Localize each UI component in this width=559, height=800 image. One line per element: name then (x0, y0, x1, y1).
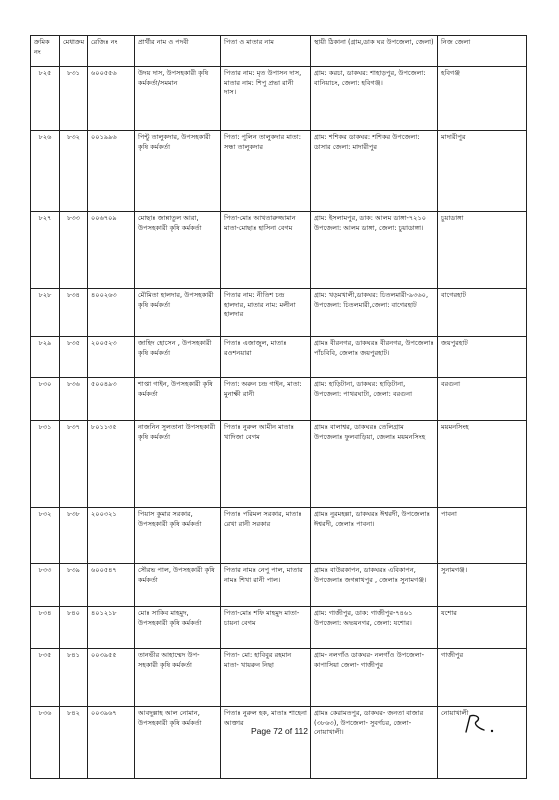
table-row (31, 337, 527, 378)
merit-cell: ৮৪২ (60, 707, 88, 779)
merit-cell: ৮৩৬ (60, 378, 88, 421)
merit-cell: ৮৪০ (60, 607, 88, 649)
reg-cell: ৪০১২১৮ (88, 607, 135, 649)
parents-cell: পিতার নামঃ নেপু পাল, মাতার নামঃ শিখা রানী পাল। (221, 564, 311, 607)
merit-cell: ৮৩৫ (60, 337, 88, 378)
table-row (31, 564, 527, 607)
serial-cell: ৮২৮ (31, 289, 60, 337)
parents-cell: পিতা-মোঃ শফি মাহমুদ মাতা-চায়না বেগম (221, 607, 311, 649)
table-header-row (31, 36, 527, 67)
table-row (31, 707, 527, 779)
candidate-table (30, 35, 527, 779)
reg-cell: ২০০৩২১ (88, 508, 135, 564)
table-row (31, 421, 527, 508)
signature-mark (462, 712, 498, 736)
parents-cell: পিতা-মোঃ আখতারুজ্জামান মাতা-মোছাঃ হাসিনা বেগম (221, 212, 311, 289)
table-row (31, 649, 527, 707)
address-cell: গ্রামঃ বীরনগর, ডাকঘরঃ বীরনগর, উপজেলাঃ পাঁচবিবি, জেলাঃ জয়পুরহাট। (311, 337, 438, 378)
name-cell: নাজনিন সুলতানা উপসহকারী কৃষি কর্মকর্তা (135, 421, 221, 508)
serial-cell: ৮৩৬ (31, 707, 60, 779)
merit-cell: ৮৩৪ (60, 289, 88, 337)
parents-cell: পিতার নাম: মৃত উপাসন দাস, মাতার নাম: শিপু প্রভা রানী দাস। (221, 67, 311, 131)
address-cell: গ্রাম: করচা, ডাকঘর: শাহাড়পুর, উপজেলা: বানিয়াচং, জেলা: হবিগঞ্জ। (311, 67, 438, 131)
name-cell: পিন্টু তালুকদার, উপসহকারী কৃষি কর্মকর্তা (135, 131, 221, 212)
header-name: প্রার্থীর নাম ও পদবী (135, 36, 221, 67)
name-cell: পিয়াস কুমার সরকার, উপসহকারী কৃষি কর্মকর্তা (135, 508, 221, 564)
merit-cell: ৮৩১ (60, 67, 88, 131)
parents-cell: পিতার নাম: নীতিশ চন্দ্র হালদার, মাতার নাম: মলীনা হালদার (221, 289, 311, 337)
address-cell: গ্রাম: শশিকর ডাকঘর: শশিকর উপজেলা: ডাসার জেলা: মাদারীপুর (311, 131, 438, 212)
parents-cell: পিতা- মো: হাবিবুর রহমান মাতা- খায়রুন নিছা (221, 649, 311, 707)
address-cell: গ্রাম: গাজীপুর, ডাক: গাজীপুর-৭৪৬১ উপজেলা: অভয়নগর, জেলা: যশোর। (311, 607, 438, 649)
reg-cell: ৫০০৪৯৩ (88, 378, 135, 421)
district-cell: চুয়াডাঙ্গা (438, 212, 527, 289)
district-cell: মাদারীপুর (438, 131, 527, 212)
serial-cell: ৮২৭ (31, 212, 60, 289)
serial-cell: ৮৩০ (31, 378, 60, 421)
serial-cell: ৮৩৫ (31, 649, 60, 707)
merit-cell: ৮৩৯ (60, 564, 88, 607)
name-cell: শাপ্তা গাইন, উপসহকারী কৃষি কর্মকর্তা (135, 378, 221, 421)
name-cell: উদয় দাস, উপসহকারী কৃষি কর্মকর্তা/সমমান (135, 67, 221, 131)
reg-cell: ০০৬৭০৯ (88, 212, 135, 289)
parents-cell: পিতা: পুলিন তালুকদার মাতা: সন্ধা তালুকদার (221, 131, 311, 212)
merit-cell: ৮৪১ (60, 649, 88, 707)
district-cell: হবিগঞ্জ (438, 67, 527, 131)
name-cell: তানভীর আহাম্মেদ উপ-সহকারী কৃষি কর্মকর্তা (135, 649, 221, 707)
header-district: নিজ জেলা (438, 36, 527, 67)
district-cell: জয়পুরহাট (438, 337, 527, 378)
name-cell: মোছাঃ জান্নাতুল আরা, উপসহকারী কৃষি কর্মকর্তা (135, 212, 221, 289)
serial-cell: ৮৩২ (31, 508, 60, 564)
district-cell: ময়মনসিংহ (438, 421, 527, 508)
table-row (31, 289, 527, 337)
address-cell: গ্রামঃ নুরমহল্লা, ডাকঘরঃ ঈশ্বরদী, উপজেলাঃ ঈশ্বরদী, জেলাঃ পাবনা। (311, 508, 438, 564)
reg-cell: ৮০১১৩৫ (88, 421, 135, 508)
page-footer: Page 72 of 112 (250, 726, 309, 736)
district-cell: যশোর (438, 607, 527, 649)
table-row (31, 508, 527, 564)
merit-cell: ৮৩৩ (60, 212, 88, 289)
parents-cell: পিতাঃ পরিমল সরকার, মাতাঃ রেখা রানী সরকার (221, 508, 311, 564)
header-merit: মেধাক্রম (60, 36, 88, 67)
parents-cell: পিতাঃ এজাজুল, মাতাঃ রওশনয়ারা (221, 337, 311, 378)
district-cell: নোয়াখালী (438, 707, 527, 779)
serial-cell: ৮২৫ (31, 67, 60, 131)
district-cell: বাগেরহাট (438, 289, 527, 337)
district-cell: বরগুনা (438, 378, 527, 421)
name-cell: জাহিদ হোসেন , উপসহকারী কৃষি কর্মকর্তা (135, 337, 221, 378)
table-row (31, 607, 527, 649)
serial-cell: ৮৩১ (31, 421, 60, 508)
merit-cell: ৮৩৭ (60, 421, 88, 508)
table-row (31, 67, 527, 131)
reg-cell: ৪০০২৬৩ (88, 289, 135, 337)
header-reg: রেজিঃ নং (88, 36, 135, 67)
name-cell: সৌরভ পাল, উপসহকারী কৃষি কর্মকর্তা (135, 564, 221, 607)
header-parents: পিতা ও মাতার নাম (221, 36, 311, 67)
name-cell: মোঃ সাকিব মাহমুদ, উপসহকারী কৃষি কর্মকর্তা (135, 607, 221, 649)
address-cell: গ্রাম: খড়মখালী,ডাকঘর: চিতলমারী-৯৩৬০, উপজেলা: চিতলমারী,জেলা: বাগেরহাট (311, 289, 438, 337)
merit-cell: ৮৩২ (60, 131, 88, 212)
reg-cell: ২০০৫২৩ (88, 337, 135, 378)
reg-cell: ৬০০৫৫৬ (88, 67, 135, 131)
address-cell: গ্রাম: হাড়িটানা, ডাকঘর: হাড়িটানা, উপজেলা: পাথরঘাটা, জেলা: বরগুনা (311, 378, 438, 421)
reg-cell: ০০৩৯৫৫ (88, 649, 135, 707)
table-row (31, 212, 527, 289)
district-cell: পাবনা (438, 508, 527, 564)
serial-cell: ৮৩৩ (31, 564, 60, 607)
address-cell: গ্রামঃ কেরামতপুর, ডাকঘর- জনতা বাজার (৩৮৬৩), উপজেলা- সুবর্ণচর, জেলা- নোয়াখালী। (311, 707, 438, 779)
serial-cell: ৮২৯ (31, 337, 60, 378)
name-cell: মৌমিতা হালদার, উপসহকারী কৃষি কর্মকর্তা (135, 289, 221, 337)
parents-cell: পিতাঃ নুরুল হক, মাতাঃ শাহেনা আক্তার (221, 707, 311, 779)
header-address: স্থায়ী ঠিকানা (গ্রাম,ডাক ঘর উপজেলা, জেলা) (311, 36, 438, 67)
merit-cell: ৮৩৮ (60, 508, 88, 564)
header-serial: ক্রমিক নং (31, 36, 60, 67)
table-row (31, 131, 527, 212)
address-cell: গ্রাম: ইসলামপুর, ডাক: আলম ডাঙ্গা-৭২১০ উপজেলা: আলম ডাঙ্গা, জেলা: চুয়াডাঙ্গা। (311, 212, 438, 289)
reg-cell: ০০৩৯৬৭ (88, 707, 135, 779)
address-cell: গ্রাম- নলগাঁও ডাকঘর- নলগাঁও উপজেলা- কাপাসিয়া জেলা- গাজীপুর (311, 649, 438, 707)
district-cell: গাজীপুর (438, 649, 527, 707)
reg-cell: ০০১৯৯৬ (88, 131, 135, 212)
parents-cell: পিতাঃ নুরুল আমীন মাতাঃ খাদিজা বেগম (221, 421, 311, 508)
reg-cell: ৬০০৫৪৭ (88, 564, 135, 607)
address-cell: গ্রামঃ বালাশ্বর, ডাকঘরঃ তেলিগ্রাম উপজেলাঃ ফুলবাড়িয়া, জেলাঃ ময়মনসিংহ (311, 421, 438, 508)
name-cell: আবদুল্লাহ আল নোমান, উপসহকারী কৃষি কর্মকর্তা (135, 707, 221, 779)
address-cell: গ্রামঃ বাউরকাপন, ডাকঘরঃ এবিকাপন, উপজেলাঃ জগন্নাথপুর , জেলাঃ সুনামগঞ্জ। (311, 564, 438, 607)
table-row (31, 378, 527, 421)
parents-cell: পিতা: অরুন চন্দ্র গাইন, মাতা: মুনাক্ষী রানী (221, 378, 311, 421)
serial-cell: ৮২৬ (31, 131, 60, 212)
serial-cell: ৮৩৪ (31, 607, 60, 649)
district-cell: সুনামগঞ্জ। (438, 564, 527, 607)
